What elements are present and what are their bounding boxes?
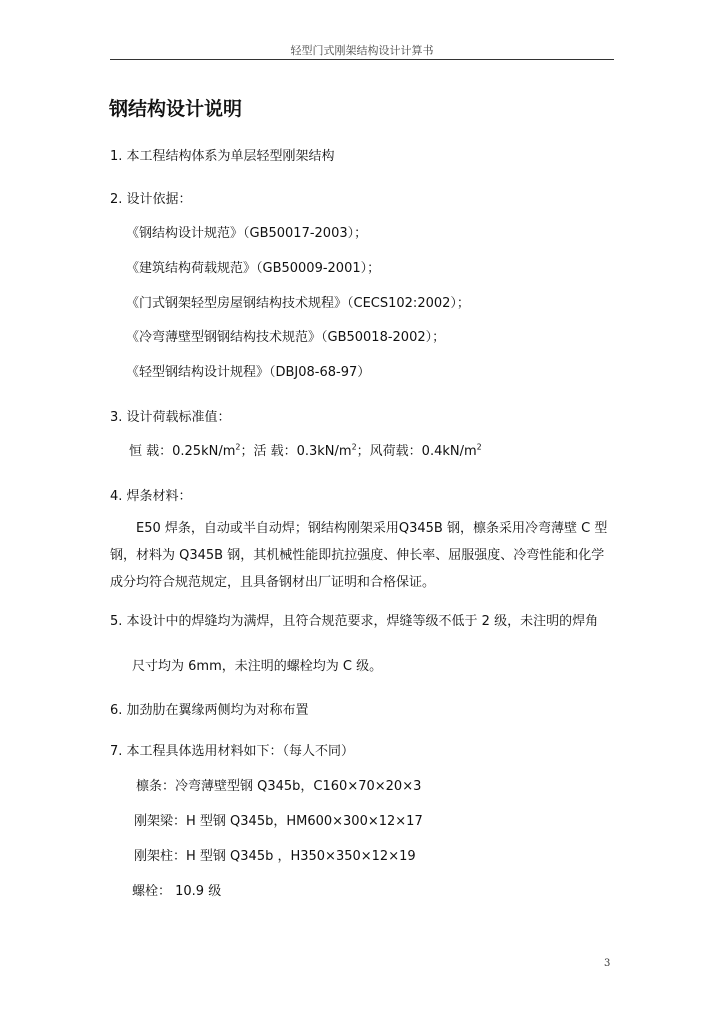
header-rule bbox=[110, 59, 614, 60]
live-load: ；活 载：0.3kN/m bbox=[240, 444, 352, 459]
page-number: 3 bbox=[604, 958, 611, 969]
item-1: 1. 本工程结构体系为单层轻型刚架结构 bbox=[110, 149, 335, 164]
item-4-heading: 4. 焊条材料： bbox=[110, 489, 192, 504]
material-purlin: 檩条：冷弯薄壁型钢 Q345b，C160×70×20×3 bbox=[136, 779, 422, 794]
item-5-line-2: 尺寸均为 6mm，未注明的螺栓均为 C 级。 bbox=[132, 659, 383, 674]
reference-2: 《建筑结构荷载规范》（GB50009-2001）； bbox=[126, 261, 381, 276]
unit-exponent: 2 bbox=[235, 442, 241, 452]
material-beam: 刚架梁：H 型钢 Q345b，HM600×300×12×17 bbox=[134, 814, 423, 829]
item-6: 6. 加劲肋在翼缘两侧均为对称布置 bbox=[110, 703, 309, 718]
item-2-heading: 2. 设计依据： bbox=[110, 192, 192, 207]
reference-3: 《门式钢架轻型房屋钢结构技术规程》（CECS102:2002）； bbox=[126, 296, 470, 311]
dead-load: 恒 载：0.25kN/m bbox=[129, 444, 236, 459]
item-5-line-1: 5. 本设计中的焊缝均为满焊，且符合规范要求，焊缝等级不低于 2 级，未注明的焊角 bbox=[110, 614, 599, 629]
material-column: 刚架柱：H 型钢 Q345b ，H350×350×12×19 bbox=[134, 849, 416, 864]
unit-exponent: 2 bbox=[476, 442, 482, 452]
material-bolt: 螺栓： 10.9 级 bbox=[132, 884, 222, 899]
design-loads bbox=[129, 444, 482, 460]
item-4-body: E50 焊条，自动或半自动焊；钢结构刚架采用Q345B 钢，檩条采用冷弯薄壁 C 型钢，材料为 Q345B 钢，其机械性能即抗拉强度、伸长率、屈服强度、冷弯性能和化学成分均符合规范规定，且具备钢材出厂证明和合格保证。 bbox=[110, 521, 608, 590]
reference-1: 《钢结构设计规范》（GB50017-2003）； bbox=[126, 226, 368, 241]
wind-load: ；风荷载：0.4kN/m bbox=[356, 444, 477, 459]
running-header: 轻型门式刚架结构设计计算书 bbox=[290, 44, 434, 57]
unit-exponent: 2 bbox=[351, 442, 357, 452]
item-7-heading: 7. 本工程具体选用材料如下：（每人不同） bbox=[110, 744, 355, 759]
reference-4: 《冷弯薄壁型钢钢结构技术规范》（GB50018-2002）； bbox=[126, 330, 446, 345]
item-3-heading: 3. 设计荷载标准值： bbox=[110, 410, 231, 425]
page-title: 钢结构设计说明 bbox=[109, 98, 243, 120]
reference-5: 《轻型钢结构设计规程》（DBJ08-68-97） bbox=[126, 365, 371, 380]
